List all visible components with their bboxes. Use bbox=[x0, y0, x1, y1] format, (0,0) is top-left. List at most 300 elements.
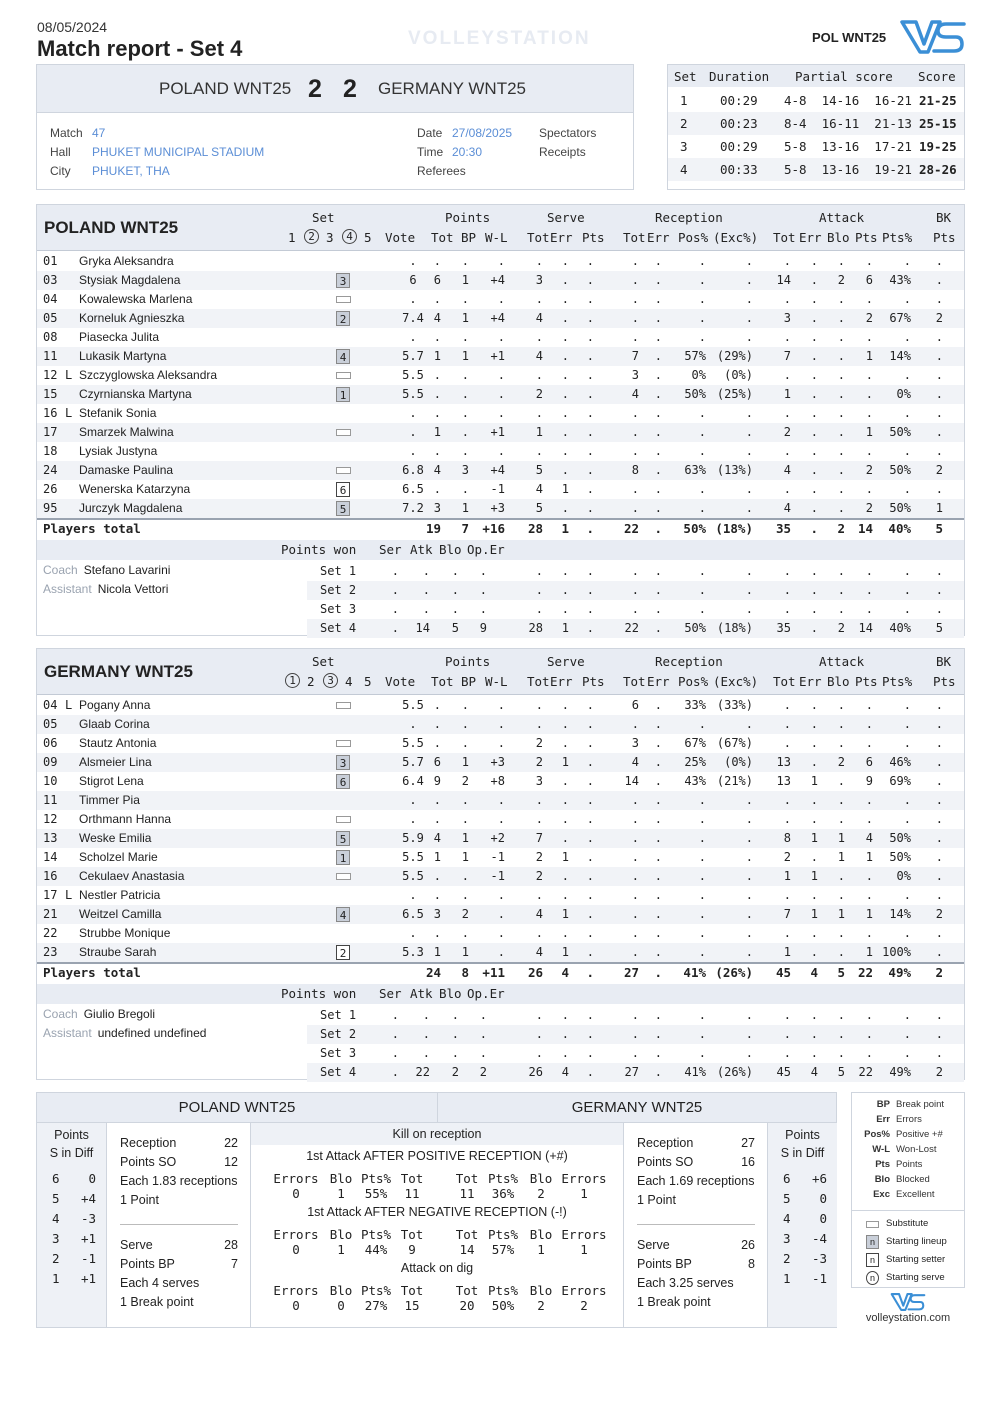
player-row bbox=[37, 886, 964, 905]
stat-aerr: . bbox=[810, 444, 818, 458]
stat-stot: . bbox=[535, 812, 543, 826]
stat-stot: 4 bbox=[535, 482, 543, 496]
pw-stat-stot: . bbox=[535, 1027, 543, 1041]
player-name: Smarzek Malwina bbox=[79, 425, 174, 439]
stat-vote: 7.2 bbox=[402, 501, 424, 515]
stat-spts: . bbox=[586, 273, 594, 287]
stat-atot: . bbox=[783, 926, 791, 940]
points-won-col: Blo bbox=[439, 986, 462, 1001]
points-col-header: Points bbox=[445, 210, 491, 225]
sub-col-header-err: Err bbox=[550, 230, 573, 245]
sets-table-header bbox=[668, 65, 964, 87]
time-row: Time 20:30 bbox=[417, 145, 483, 159]
lineup-badge: 4 bbox=[336, 349, 350, 364]
stat-exc: . bbox=[745, 812, 753, 826]
player-number: 15 bbox=[43, 387, 58, 401]
stat-stot: 2 bbox=[535, 755, 543, 769]
stat-apts: . bbox=[865, 292, 873, 306]
set-number-header: 4 bbox=[342, 229, 357, 244]
stat-vote: 5.7 bbox=[402, 349, 424, 363]
pw-stat-exc: . bbox=[745, 1008, 753, 1022]
player-name: Orthmann Hanna bbox=[79, 812, 172, 826]
stat-pos: 50% bbox=[684, 387, 706, 401]
kill-value: 9 bbox=[408, 1242, 416, 1257]
rotation-diff: 0 bbox=[819, 1191, 827, 1206]
stat-serr: 1 bbox=[561, 945, 569, 959]
kill-value: 15 bbox=[404, 1298, 420, 1313]
stat-serr: . bbox=[561, 793, 569, 807]
stat-atot: 2 bbox=[783, 425, 791, 439]
sub-col-header-blo: Blo bbox=[827, 674, 850, 689]
player-row bbox=[37, 791, 964, 810]
stat-vote: 5.3 bbox=[402, 945, 424, 959]
stat-pos: . bbox=[698, 812, 706, 826]
pw-stat-aerr: . bbox=[810, 564, 818, 578]
away-team-name: GERMANY WNT25 bbox=[378, 79, 526, 98]
s-in-diff-label: S in Diff bbox=[780, 1146, 825, 1160]
stat-value: 27 bbox=[741, 1136, 755, 1150]
stat-bp: 1 bbox=[461, 273, 469, 287]
stat-exc: . bbox=[745, 945, 753, 959]
set-number: 3 bbox=[680, 139, 688, 154]
stat-wl: . bbox=[497, 717, 505, 731]
legend-key: Err bbox=[876, 1114, 890, 1125]
stat-rtot: 7 bbox=[631, 349, 639, 363]
players-total-row bbox=[37, 518, 964, 538]
stat-ptot: 4 bbox=[433, 463, 441, 477]
player-name: Czyrnianska Martyna bbox=[79, 387, 192, 401]
lineup-badge: 5 bbox=[336, 501, 350, 516]
stat-atot: . bbox=[783, 717, 791, 731]
stat-serr: . bbox=[561, 425, 569, 439]
points-col-header: Points bbox=[445, 654, 491, 669]
player-number: 17 bbox=[43, 888, 58, 902]
pw-stat-bk: . bbox=[935, 583, 943, 597]
legend-key: Exc bbox=[873, 1189, 890, 1200]
stat-ptot: . bbox=[433, 869, 441, 883]
attack-col-header: Attack bbox=[819, 210, 865, 225]
stat-pos: . bbox=[698, 869, 706, 883]
legend-abbreviations bbox=[851, 1092, 965, 1211]
stat-bk: 2 bbox=[935, 463, 943, 477]
stat-vote: 5.5 bbox=[402, 736, 424, 750]
scoreboard bbox=[37, 65, 633, 113]
stat-stot: 3 bbox=[535, 774, 543, 788]
player-number: 13 bbox=[43, 831, 58, 845]
stat-bp: 1 bbox=[461, 945, 469, 959]
stat-ptot: . bbox=[433, 736, 441, 750]
pw-stat-aerr: . bbox=[810, 1008, 818, 1022]
stat-aerr: . bbox=[810, 945, 818, 959]
set-number-header: 3 bbox=[323, 673, 338, 688]
stat-rerr: . bbox=[654, 945, 662, 959]
stat-exc: . bbox=[745, 926, 753, 940]
sub-col-header-pts: Pts bbox=[855, 674, 878, 689]
pw-stat-exc: . bbox=[745, 564, 753, 578]
stat-bp: . bbox=[461, 254, 469, 268]
pw-stat-rtot: . bbox=[631, 564, 639, 578]
stat-atot: . bbox=[783, 793, 791, 807]
player-name: Szczyglowska Aleksandra bbox=[79, 368, 218, 382]
player-name: Cekulaev Anastasia bbox=[79, 869, 185, 883]
stat-apts: . bbox=[865, 330, 873, 344]
player-name: Timmer Pia bbox=[79, 793, 140, 807]
stat-atot: 7 bbox=[783, 907, 791, 921]
kill-value: 11 bbox=[459, 1186, 475, 1201]
serve-label: Serve bbox=[637, 1238, 670, 1252]
stat-apts: 1 bbox=[865, 349, 873, 363]
s-in-diff-label: S in Diff bbox=[49, 1146, 94, 1160]
stat-aptsp: . bbox=[903, 406, 911, 420]
stat-exc: . bbox=[745, 717, 753, 731]
stat-ptot: . bbox=[433, 482, 441, 496]
stat-aptsp: 69% bbox=[889, 774, 911, 788]
legend-key: W-L bbox=[872, 1144, 890, 1155]
stat-vote: . bbox=[409, 793, 417, 807]
stat-aerr: . bbox=[810, 292, 818, 306]
stat-stot: . bbox=[535, 330, 543, 344]
stat-stot: . bbox=[535, 292, 543, 306]
stat-stot: . bbox=[535, 254, 543, 268]
stat-apts: . bbox=[865, 406, 873, 420]
stat-bp: 1 bbox=[461, 850, 469, 864]
kill-header: Pts% bbox=[487, 1171, 519, 1186]
legend-key: BP bbox=[876, 1099, 890, 1110]
stat-atot: . bbox=[783, 368, 791, 382]
legend-row bbox=[852, 1099, 964, 1114]
assistant-label: Assistant bbox=[43, 1026, 92, 1040]
sub-col-header-pts: Pts bbox=[582, 674, 605, 689]
header-team: POL WNT25 bbox=[812, 30, 887, 45]
stat-exc: . bbox=[745, 406, 753, 420]
stat-rtot: . bbox=[631, 717, 639, 731]
stat-pos: . bbox=[698, 482, 706, 496]
kill-value: 20 bbox=[459, 1298, 475, 1313]
stat-stot: 4 bbox=[535, 349, 543, 363]
pw-stat-stot: . bbox=[535, 1008, 543, 1022]
stat-ptot: 6 bbox=[433, 755, 441, 769]
pw-stat-atot: . bbox=[783, 1046, 791, 1060]
stat-apts: . bbox=[865, 812, 873, 826]
stat-serr: . bbox=[561, 698, 569, 712]
player-name: Nestler Patricia bbox=[79, 888, 161, 902]
stat-serr: . bbox=[561, 888, 569, 902]
stats-away bbox=[624, 1123, 767, 1327]
stat-apts: . bbox=[865, 482, 873, 496]
pw-stat-bk: . bbox=[935, 564, 943, 578]
player-number: 22 bbox=[43, 926, 58, 940]
stat-serr: . bbox=[561, 444, 569, 458]
stat-rtot: 3 bbox=[631, 736, 639, 750]
kill-value: 1 bbox=[337, 1242, 345, 1257]
player-row bbox=[37, 309, 964, 328]
stat-aerr: . bbox=[810, 755, 818, 769]
stat-spts: . bbox=[586, 736, 594, 750]
set-number-header: 3 bbox=[326, 230, 334, 245]
lineup-badge: 1 bbox=[336, 850, 350, 865]
pw-stat-rtot: . bbox=[631, 1046, 639, 1060]
stat-aptsp: 14% bbox=[889, 907, 911, 921]
stat-bk: . bbox=[935, 254, 943, 268]
stat-ablo: . bbox=[837, 888, 845, 902]
stat-rtot: . bbox=[631, 292, 639, 306]
receipts-row: Receipts bbox=[539, 145, 586, 159]
away-team-stats bbox=[36, 648, 965, 1080]
stat-bk: . bbox=[935, 774, 943, 788]
pw-op: . bbox=[479, 1008, 487, 1022]
stat-rerr: . bbox=[654, 736, 662, 750]
stat-atot: . bbox=[783, 736, 791, 750]
kill-header: Tot bbox=[400, 1283, 424, 1298]
stat-atot: . bbox=[783, 444, 791, 458]
stat-apts: 4 bbox=[865, 831, 873, 845]
one-break-point-label: 1 Break point bbox=[637, 1295, 711, 1309]
assistant-name: Nicola Vettori bbox=[97, 582, 169, 596]
kill-header: Tot bbox=[400, 1227, 424, 1242]
stat-ptot: . bbox=[433, 698, 441, 712]
stat-wl: . bbox=[497, 292, 505, 306]
pw-stat-stot: 26 bbox=[528, 1065, 543, 1079]
stat-stot: 4 bbox=[535, 945, 543, 959]
rotation-number: 5 bbox=[783, 1191, 791, 1206]
stat-pos: . bbox=[698, 501, 706, 515]
pw-stat-aerr: . bbox=[810, 602, 818, 616]
stat-exc: (21%) bbox=[716, 774, 753, 788]
stat-ptot: 4 bbox=[433, 831, 441, 845]
pw-stat-rerr: . bbox=[654, 621, 662, 635]
assistant-name: undefined undefined bbox=[97, 1026, 207, 1040]
stat-aptsp: 50% bbox=[889, 463, 911, 477]
pw-atk: . bbox=[422, 583, 430, 597]
kill-value: 0 bbox=[292, 1242, 300, 1257]
stat-ablo: . bbox=[837, 698, 845, 712]
stat-aptsp: . bbox=[903, 888, 911, 902]
player-row bbox=[37, 810, 964, 829]
rotation-diff: -3 bbox=[811, 1251, 827, 1266]
team-name: POLAND WNT25 bbox=[44, 218, 179, 237]
sub-col-header-tot: Tot bbox=[431, 674, 454, 689]
player-number: 03 bbox=[43, 273, 58, 287]
stat-pos: . bbox=[698, 425, 706, 439]
total-bp: 8 bbox=[461, 965, 469, 980]
pw-stat-exc: . bbox=[745, 1027, 753, 1041]
kill-section-title: 1st Attack AFTER POSITIVE RECEPTION (+#) bbox=[306, 1149, 568, 1163]
stat-wl: +3 bbox=[490, 755, 505, 769]
stat-ptot: . bbox=[433, 444, 441, 458]
rotation-number: 3 bbox=[783, 1231, 791, 1246]
stat-bp: . bbox=[461, 717, 469, 731]
player-name: Gryka Aleksandra bbox=[79, 254, 174, 268]
stat-spts: . bbox=[586, 254, 594, 268]
stat-rerr: . bbox=[654, 406, 662, 420]
stat-stot: 2 bbox=[535, 869, 543, 883]
pw-stat-aptsp: . bbox=[903, 1027, 911, 1041]
sets-header-cell: Duration bbox=[709, 69, 770, 84]
pw-ser: . bbox=[391, 621, 399, 635]
stat-aptsp: . bbox=[903, 482, 911, 496]
pw-stat-aerr: . bbox=[810, 1046, 818, 1060]
stat-ablo: . bbox=[837, 387, 845, 401]
stat-pos: . bbox=[698, 717, 706, 731]
stat-bk: . bbox=[935, 945, 943, 959]
stat-bp: . bbox=[461, 482, 469, 496]
set-row bbox=[668, 89, 964, 112]
pw-stat-rtot: . bbox=[631, 602, 639, 616]
stat-exc: . bbox=[745, 888, 753, 902]
lineup-badge: 2 bbox=[336, 311, 350, 326]
stat-rerr: . bbox=[654, 850, 662, 864]
player-name: Lysiak Justyna bbox=[79, 444, 158, 458]
total-wl: +11 bbox=[482, 965, 505, 980]
pw-stat-rerr: . bbox=[654, 583, 662, 597]
player-number: 09 bbox=[43, 755, 58, 769]
home-team-stats bbox=[36, 204, 965, 636]
stat-ablo: . bbox=[837, 501, 845, 515]
stat-ablo: . bbox=[837, 311, 845, 325]
stat-aerr: . bbox=[810, 273, 818, 287]
pw-stat-atot: 35 bbox=[776, 621, 791, 635]
away-summary-header: GERMANY WNT25 bbox=[437, 1093, 836, 1123]
sub-col-header-err: Err bbox=[647, 230, 670, 245]
sub-col-header-pos: Pos% bbox=[678, 674, 709, 689]
stat-bk: . bbox=[935, 850, 943, 864]
stat-vote: . bbox=[409, 888, 417, 902]
stat-pos: 63% bbox=[684, 463, 706, 477]
stat-aptsp: 0% bbox=[896, 869, 911, 883]
stat-pos: . bbox=[698, 311, 706, 325]
report-date: 08/05/2024 bbox=[37, 19, 108, 35]
stat-ablo: . bbox=[837, 349, 845, 363]
total-aerr: 4 bbox=[810, 965, 818, 980]
stat-rtot: . bbox=[631, 406, 639, 420]
pw-stat-pos: 41% bbox=[684, 1065, 706, 1079]
legend-key: Pts bbox=[875, 1159, 890, 1170]
kill-header: Blo bbox=[329, 1227, 353, 1242]
stat-rtot: . bbox=[631, 254, 639, 268]
assistant-row bbox=[43, 1026, 206, 1040]
player-number: 18 bbox=[43, 444, 58, 458]
stat-vote: . bbox=[409, 926, 417, 940]
stat-rtot: . bbox=[631, 330, 639, 344]
legend-key: Pos% bbox=[864, 1129, 890, 1140]
pw-stat-ablo: 5 bbox=[837, 1065, 845, 1079]
stat-aerr: 1 bbox=[810, 907, 818, 921]
total-rtot: 22 bbox=[623, 521, 639, 536]
pw-stat-spts: . bbox=[586, 602, 594, 616]
stat-wl: . bbox=[497, 907, 505, 921]
stat-rtot: . bbox=[631, 831, 639, 845]
pw-stat-pos: . bbox=[698, 1027, 706, 1041]
stat-rtot: . bbox=[631, 907, 639, 921]
stat-apts: . bbox=[865, 793, 873, 807]
stat-spts: . bbox=[586, 717, 594, 731]
sub-col-header-err: Err bbox=[647, 674, 670, 689]
stat-aerr: . bbox=[810, 850, 818, 864]
stat-apts: . bbox=[865, 387, 873, 401]
stat-apts: . bbox=[865, 869, 873, 883]
stat-pos: 57% bbox=[684, 349, 706, 363]
pw-stat-exc: (18%) bbox=[716, 621, 753, 635]
reception-col-header: Reception bbox=[655, 654, 723, 669]
stat-bk: . bbox=[935, 330, 943, 344]
one-point-label: 1 Point bbox=[637, 1193, 676, 1207]
kill-header: Blo bbox=[529, 1283, 553, 1298]
pw-stat-pos: . bbox=[698, 1008, 706, 1022]
rotation-diff: -4 bbox=[811, 1231, 827, 1246]
player-name: Lukasik Martyna bbox=[79, 349, 167, 363]
stat-ptot: . bbox=[433, 368, 441, 382]
stat-spts: . bbox=[586, 463, 594, 477]
stat-ptot: 6 bbox=[433, 273, 441, 287]
stat-rerr: . bbox=[654, 831, 662, 845]
stat-rerr: . bbox=[654, 907, 662, 921]
player-row bbox=[37, 366, 964, 385]
set-score: 19-25 bbox=[919, 139, 957, 154]
stat-pos: . bbox=[698, 831, 706, 845]
kill-header: Errors bbox=[561, 1227, 607, 1242]
kill-value: 36% bbox=[491, 1186, 515, 1201]
player-name: Stysiak Magdalena bbox=[79, 273, 181, 287]
stat-ptot: 1 bbox=[433, 349, 441, 363]
stat-aerr: . bbox=[810, 254, 818, 268]
points-won-row bbox=[307, 600, 964, 619]
stat-wl: +1 bbox=[490, 349, 505, 363]
sub-col-header-vote: Vote bbox=[385, 674, 416, 689]
starting_setter-label: Starting setter bbox=[886, 1254, 946, 1265]
home-summary-header: POLAND WNT25 bbox=[37, 1093, 437, 1123]
player-row bbox=[37, 328, 964, 347]
stat-stot: . bbox=[535, 368, 543, 382]
pw-stat-aptsp: 49% bbox=[889, 1065, 911, 1079]
set-row bbox=[668, 158, 964, 181]
stat-value: 8 bbox=[748, 1257, 755, 1271]
legend-value: Won-Lost bbox=[896, 1144, 937, 1155]
stat-serr: . bbox=[561, 311, 569, 325]
stat-aerr: . bbox=[810, 698, 818, 712]
stat-stot: 7 bbox=[535, 831, 543, 845]
stat-pos: . bbox=[698, 793, 706, 807]
stat-bp: . bbox=[461, 368, 469, 382]
points-bp-label: Points BP bbox=[120, 1257, 175, 1271]
player-name: Korneluk Agnieszka bbox=[79, 311, 185, 325]
sub-col-header-bp: BP bbox=[461, 230, 477, 245]
kill-value: 2 bbox=[537, 1186, 545, 1201]
stat-rerr: . bbox=[654, 273, 662, 287]
libero-flag: L bbox=[65, 406, 73, 420]
stat-vote: . bbox=[409, 254, 417, 268]
stat-aptsp: 50% bbox=[889, 831, 911, 845]
points-won-col: Ser bbox=[379, 986, 402, 1001]
reception-label: Reception bbox=[120, 1136, 177, 1150]
player-name: Piasecka Julita bbox=[79, 330, 160, 344]
legend-value: Errors bbox=[896, 1114, 922, 1125]
player-number: 04 bbox=[43, 698, 58, 712]
set-label: Set 4 bbox=[320, 621, 357, 635]
set-label: Set 2 bbox=[320, 583, 357, 597]
stat-apts: . bbox=[865, 717, 873, 731]
kill-header: Pts% bbox=[487, 1283, 519, 1298]
pw-stat-ablo: . bbox=[837, 564, 845, 578]
total-exc: (18%) bbox=[715, 521, 753, 536]
stat-rerr: . bbox=[654, 926, 662, 940]
stat-bp: . bbox=[461, 736, 469, 750]
set-score: 28-26 bbox=[919, 162, 957, 177]
points-won-row bbox=[307, 1044, 964, 1063]
sets-header-cell: Set bbox=[674, 69, 697, 84]
set-label: Set 1 bbox=[320, 564, 357, 578]
sub-col-header-pts: Pts bbox=[933, 230, 956, 245]
stat-aptsp: . bbox=[903, 368, 911, 382]
